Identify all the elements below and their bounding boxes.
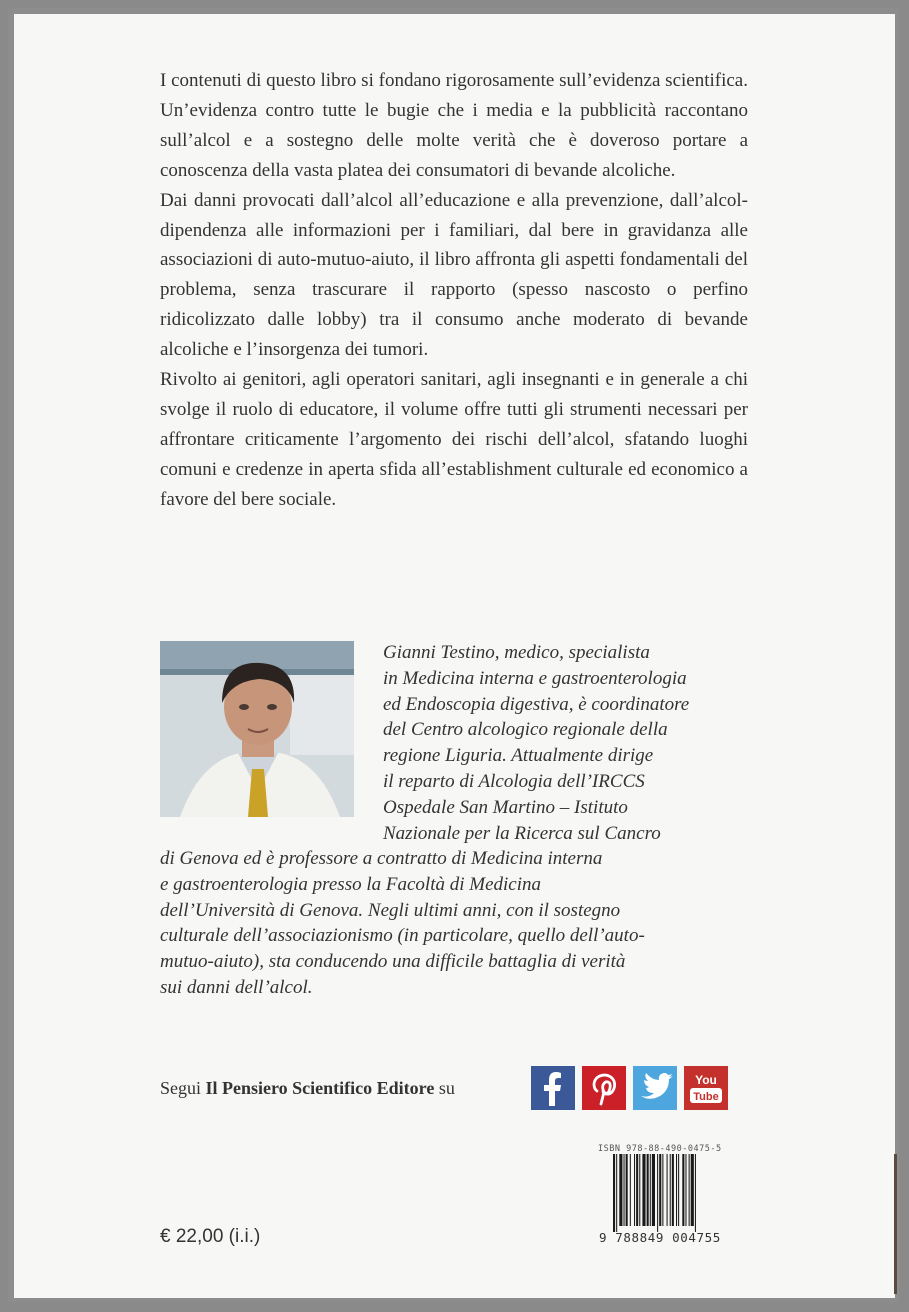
blurb-paragraph-2: Dai danni provocati dall’alcol all’educazione e alla prevenzione, dall’alcol-dipendenza alle informazioni per i familiari, dal bere in gravidanza alle associazioni di auto-mutuo-aiuto, il libro affronta gli aspetti fondamentali del problema, senza trascurare il rapporto (spesso nascosto o perfino ridicolizzato dalle lobby) tra il consumo anche moderato di bevande alcoliche e l’insorgenza dei tumori. xyxy=(160,189,748,361)
barcode-bar xyxy=(616,1154,617,1232)
bio-line: il reparto di Alcologia dell’IRCCS xyxy=(383,770,645,792)
isbn-label: ISBN 978-88-490-0475-5 xyxy=(598,1144,722,1154)
author-bio-top xyxy=(383,640,763,846)
author-bio-bottom xyxy=(160,846,780,1001)
bio-line: culturale dell’associazionismo (in particolare, quello dell’auto- xyxy=(160,925,645,947)
barcode-bar xyxy=(667,1154,668,1226)
barcode-bar xyxy=(685,1154,686,1226)
pinterest-icon[interactable] xyxy=(582,1066,626,1110)
barcode-bar xyxy=(613,1154,615,1232)
barcode-bar xyxy=(676,1154,677,1226)
bio-line: mutuo-aiuto), sta conducendo una difficile battaglia di verità xyxy=(160,951,626,973)
barcode-bar xyxy=(647,1154,649,1226)
youtube-top-text: You xyxy=(695,1073,717,1087)
barcode-bar xyxy=(639,1154,640,1226)
barcode-digits: 9 788849 004755 xyxy=(599,1230,721,1245)
barcode-bar xyxy=(642,1154,645,1226)
blurb-paragraph-1: I contenuti di questo libro si fondano rigorosamente sull’evidenza scientifica. Un’evidenza contro tutte le bugie che i media e la pubblicità raccontano sull’alcol e a sostegno delle molte verità che è doveroso portare a conoscenza della vasta platea dei consumatori di bevande alcoliche. xyxy=(160,70,748,181)
blurb-text xyxy=(160,66,748,515)
barcode-bar xyxy=(619,1154,622,1226)
barcode-bar xyxy=(650,1154,651,1226)
barcode-bar xyxy=(636,1154,638,1226)
blurb-paragraph-3: Rivolto ai genitori, agli operatori sanitari, agli insegnanti e in generale a chi svolge il ruolo di educatore, il volume offre tutti gli strumenti necessari per affrontare criticamente l’argomento dei rischi dell’alcol, sfatando luoghi comuni e credenze in aperta sfida all’establishment culturale ed economico a favore del bere sociale. xyxy=(160,369,748,510)
barcode-bar xyxy=(672,1154,674,1226)
barcode-bar xyxy=(624,1154,625,1226)
bio-line: regione Liguria. Attualmente dirige xyxy=(383,745,654,767)
bio-line: ed Endoscopia digestiva, è coordinatore xyxy=(383,693,690,715)
barcode-bar xyxy=(630,1154,631,1226)
twitter-icon[interactable] xyxy=(633,1066,677,1110)
price: € 22,00 (i.i.) xyxy=(160,1226,261,1247)
bio-line: in Medicina interna e gastroenterologia xyxy=(383,667,687,689)
barcode-bar xyxy=(657,1154,658,1232)
social-follow-text xyxy=(160,1078,455,1099)
back-cover xyxy=(14,14,895,1298)
bio-line: Nazionale per la Ricerca sul Cancro xyxy=(383,822,661,844)
bio-line: dell’Università di Genova. Negli ultimi anni, con il sostegno xyxy=(160,899,621,921)
barcode-bar xyxy=(691,1154,694,1226)
barcode xyxy=(612,1154,724,1232)
barcode-bar xyxy=(670,1154,671,1226)
bio-line: Ospedale San Martino – Istituto xyxy=(383,796,628,818)
barcode-bar xyxy=(678,1154,679,1226)
barcode-bar xyxy=(634,1154,635,1226)
bio-line: del Centro alcologico regionale della xyxy=(383,719,668,741)
spine-edge xyxy=(894,1154,897,1294)
follow-prefix: Segui xyxy=(160,1078,202,1098)
youtube-bottom-text: Tube xyxy=(693,1091,719,1103)
follow-suffix: su xyxy=(438,1078,455,1098)
barcode-bar xyxy=(682,1154,684,1226)
barcode-bar xyxy=(659,1154,661,1226)
bio-line: e gastroenterologia presso la Facoltà di Medicina xyxy=(160,873,542,895)
barcode-bar xyxy=(689,1154,690,1226)
bio-line: sui danni dell’alcol. xyxy=(160,976,313,998)
barcode-bar xyxy=(626,1154,628,1226)
publisher-name: Il Pensiero Scientifico Editore xyxy=(205,1078,435,1098)
bio-line: Gianni Testino, medico, specialista xyxy=(383,642,650,663)
facebook-icon[interactable] xyxy=(531,1066,575,1110)
youtube-icon[interactable] xyxy=(684,1066,728,1110)
bio-line: di Genova ed è professore a contratto di Medicina interna xyxy=(160,848,603,869)
author-photo xyxy=(160,641,354,817)
barcode-bar xyxy=(695,1154,696,1232)
barcode-bar xyxy=(662,1154,663,1226)
barcode-bar xyxy=(652,1154,655,1226)
